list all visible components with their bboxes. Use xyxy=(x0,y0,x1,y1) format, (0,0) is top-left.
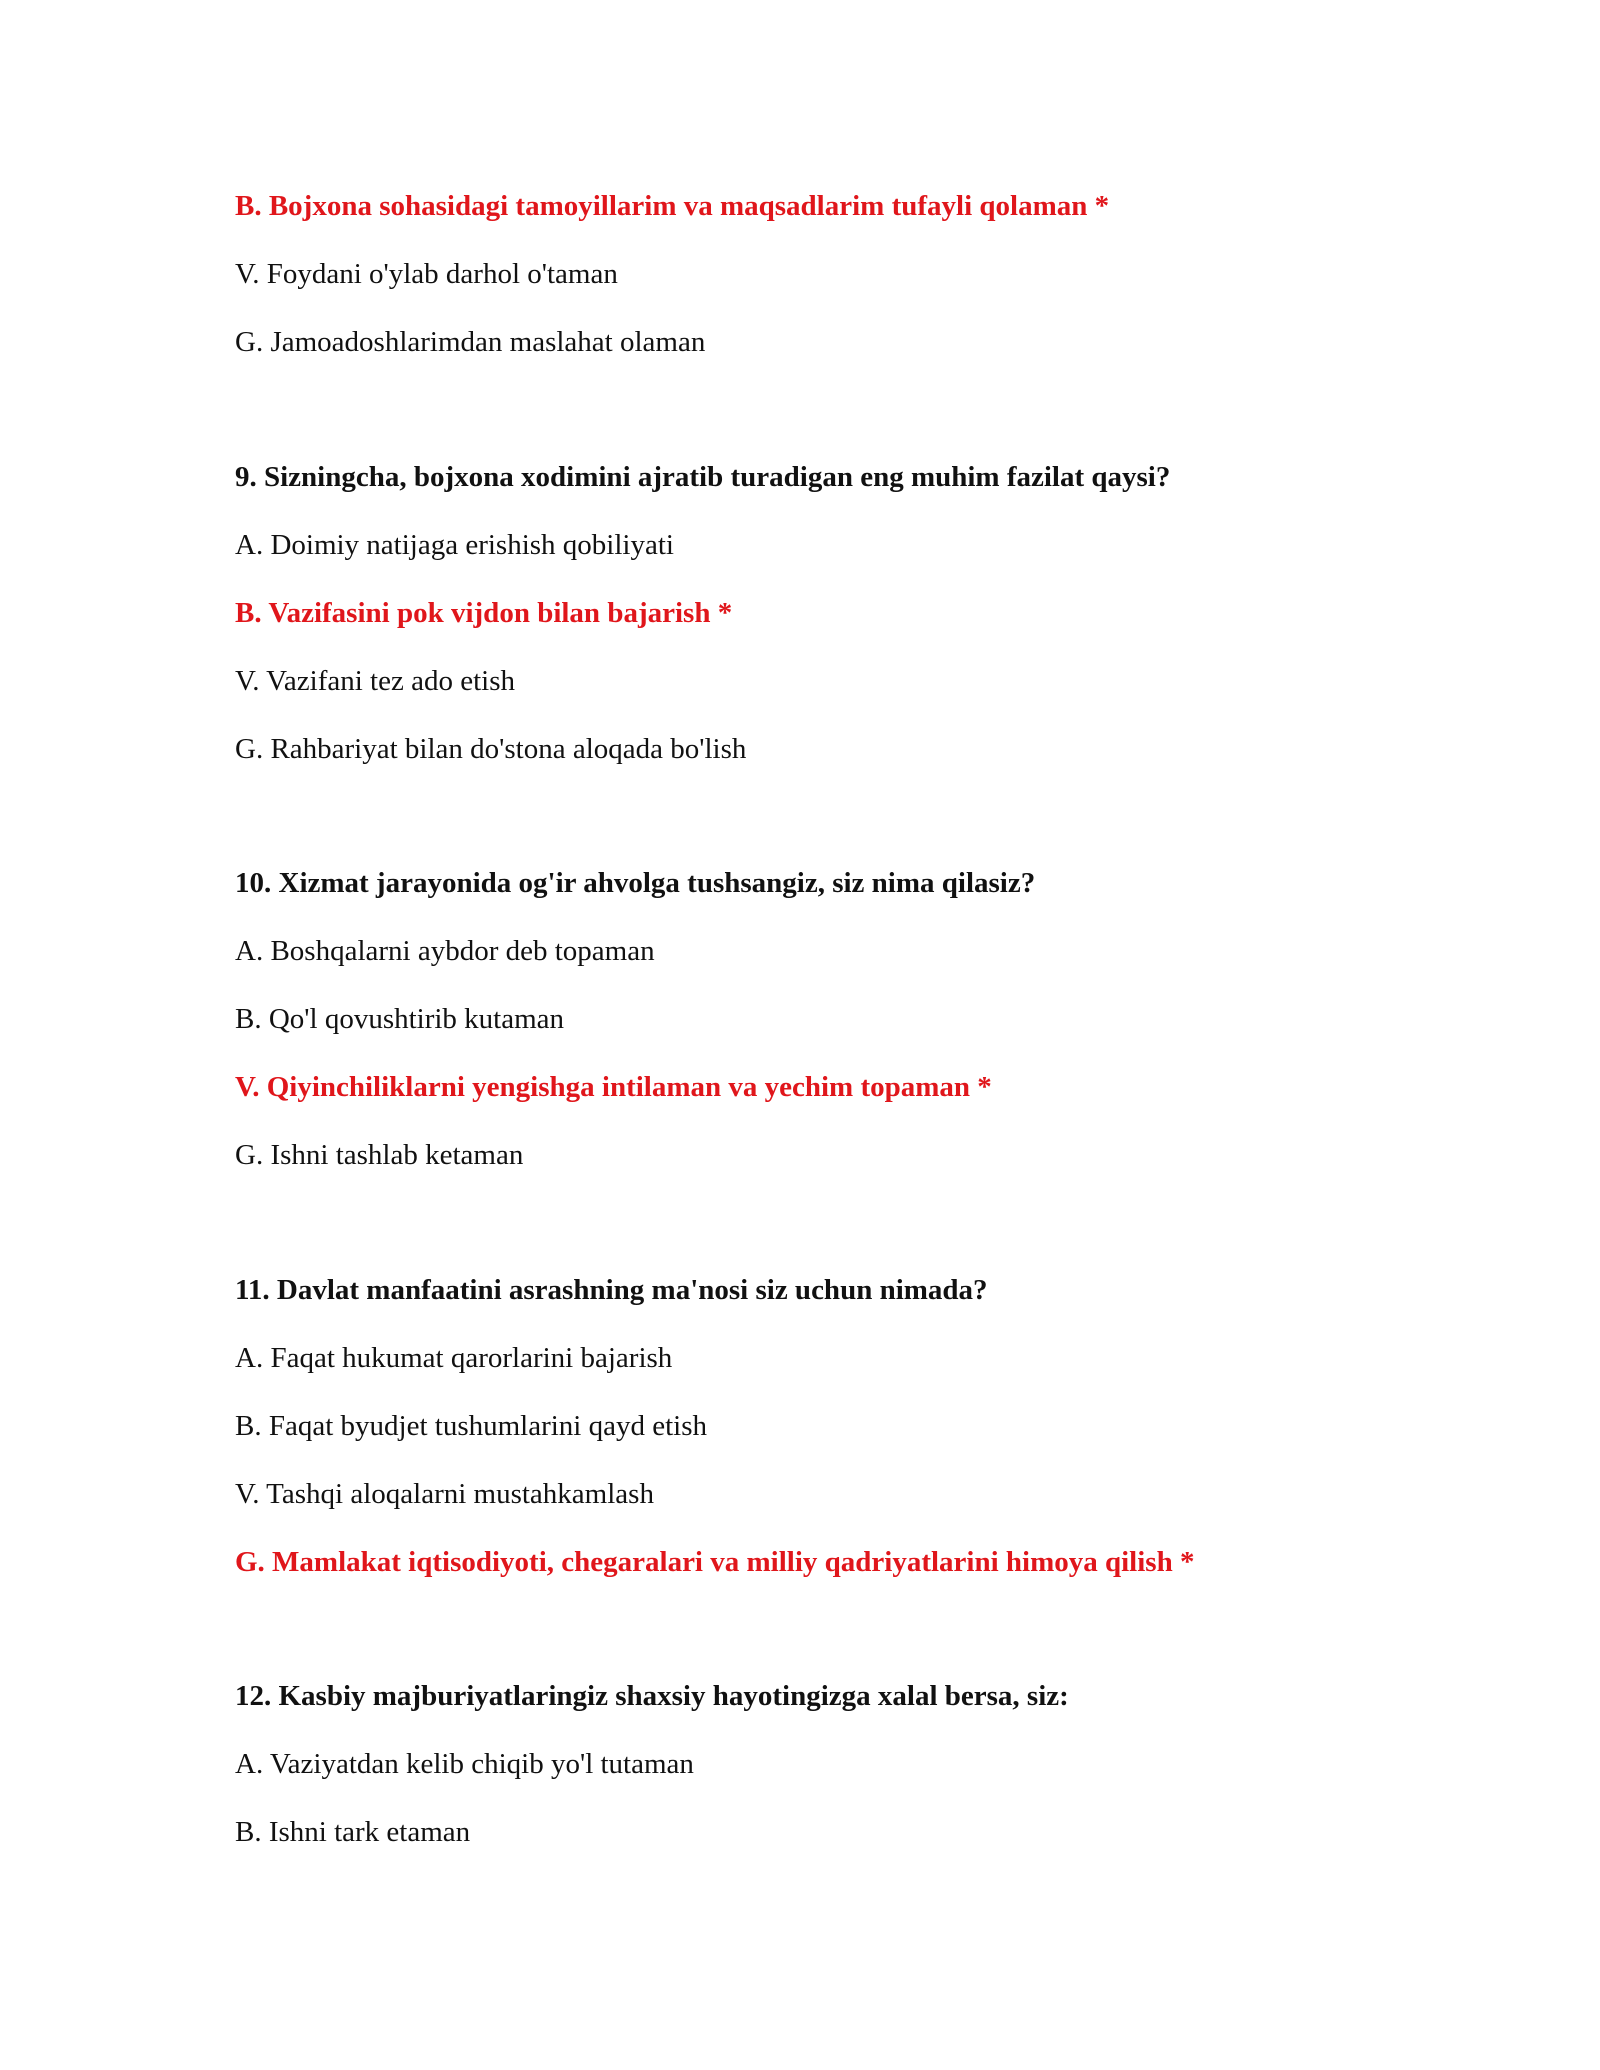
question-title: 9. Sizningcha, bojxona xodimini ajratib turadigan eng muhim fazilat qaysi? xyxy=(235,461,1171,493)
answer-option: G. Jamoadoshlarimdan maslahat olaman xyxy=(235,326,706,358)
answer-option: A. Boshqalarni aybdor deb topaman xyxy=(235,935,655,967)
answer-option: G. Rahbariyat bilan do'stona aloqada bo'lish xyxy=(235,733,747,765)
answer-option: A. Vaziyatdan kelib chiqib yo'l tutaman xyxy=(235,1748,694,1780)
answer-option-correct: B. Vazifasini pok vijdon bilan bajarish * xyxy=(235,597,733,629)
answer-option: G. Ishni tashlab ketaman xyxy=(235,1139,524,1171)
answer-option: A. Faqat hukumat qarorlarini bajarish xyxy=(235,1342,673,1374)
question-title: 12. Kasbiy majburiyatlaringiz shaxsiy hayotingizga xalal bersa, siz: xyxy=(235,1680,1069,1712)
question-title: 10. Xizmat jarayonida og'ir ahvolga tushsangiz, siz nima qilasiz? xyxy=(235,867,1036,899)
answer-option: V. Vazifani tez ado etish xyxy=(235,665,515,697)
question-title: 11. Davlat manfaatini asrashning ma'nosi siz uchun nimada? xyxy=(235,1274,988,1306)
answer-option-correct: V. Qiyinchiliklarni yengishga intilaman va yechim topaman * xyxy=(235,1071,992,1103)
answer-option: V. Foydani o'ylab darhol o'taman xyxy=(235,258,618,290)
answer-option: V. Tashqi aloqalarni mustahkamlash xyxy=(235,1478,654,1510)
answer-option: A. Doimiy natijaga erishish qobiliyati xyxy=(235,529,674,561)
answer-option: B. Qo'l qovushtirib kutaman xyxy=(235,1003,565,1035)
answer-option-correct: B. Bojxona sohasidagi tamoyillarim va maqsadlarim tufayli qolaman * xyxy=(235,190,1110,222)
answer-option: B. Faqat byudjet tushumlarini qayd etish xyxy=(235,1410,708,1442)
answer-option: B. Ishni tark etaman xyxy=(235,1816,471,1848)
answer-option-correct: G. Mamlakat iqtisodiyoti, chegaralari va milliy qadriyatlarini himoya qilish * xyxy=(235,1546,1195,1578)
